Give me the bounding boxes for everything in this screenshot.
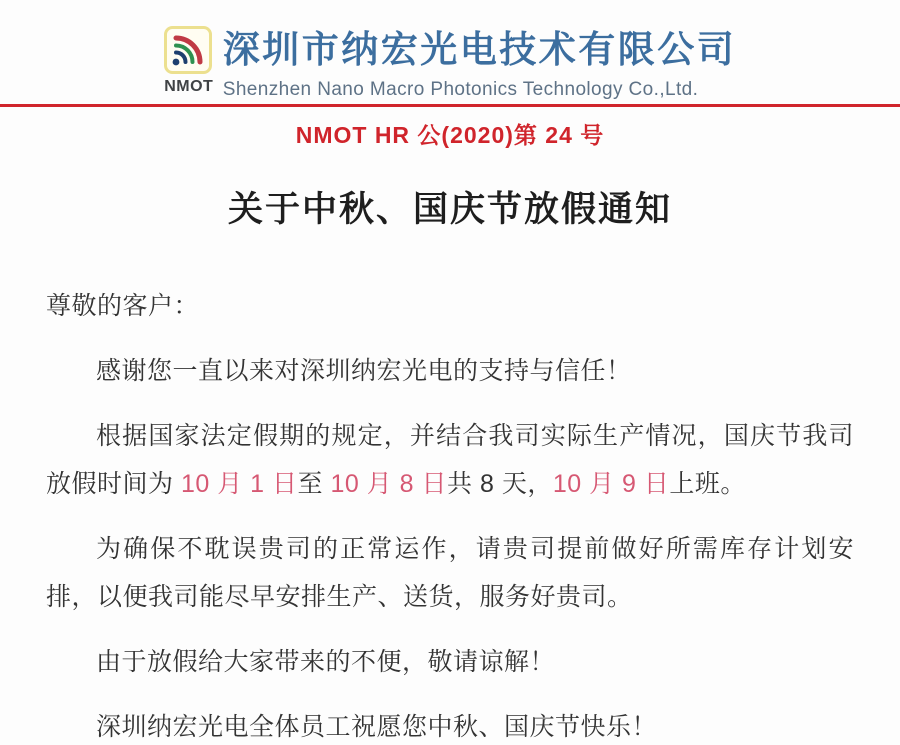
logo-wordmark: NMOT <box>164 78 214 95</box>
holiday-text-to: 至 <box>297 470 331 498</box>
paragraph-thanks: 感谢您一直以来对深圳纳宏光电的支持与信任！ <box>96 357 632 385</box>
company-name-chinese: 深圳市纳宏光电技术有限公司 <box>222 29 737 70</box>
holiday-text-lead: 根据国家法定假期的规定，并结合我司实际生产情况，国庆节我司放假时间为 <box>46 422 854 498</box>
return-to-work-date: 10 月 9 日 <box>552 470 670 498</box>
paragraph-preparation: 为确保不耽误贵司的正常运作，请贵司提前做好所需库存计划安排，以便我司能尽早安排生产、送货，服务好贵司。 <box>46 535 854 611</box>
document-number: NMOT HR 公(2020)第 24 号 <box>295 122 605 148</box>
notice-body <box>0 282 900 745</box>
company-name-english: Shenzhen Nano Macro Photonics Technology Co.,Ltd. <box>222 79 699 100</box>
holiday-text-duration: 共 8 天， <box>447 470 553 498</box>
holiday-text-tail: 上班。 <box>669 470 746 498</box>
paragraph-wishes: 深圳纳宏光电全体员工祝愿您中秋、国庆节快乐！ <box>96 713 658 741</box>
company-brand <box>0 26 900 102</box>
paragraph-holiday-schedule <box>46 412 854 508</box>
holiday-end-date: 10 月 8 日 <box>330 470 448 498</box>
company-names <box>223 26 737 102</box>
salutation: 尊敬的客户： <box>46 292 200 320</box>
notice-title: 关于中秋、国庆节放假通知 <box>227 190 672 229</box>
paragraph-apology: 由于放假给大家带来的不便，敬请谅解！ <box>96 648 556 676</box>
nmot-signal-arcs-icon <box>164 26 212 74</box>
logo-block <box>164 26 214 96</box>
holiday-start-date: 10 月 1 日 <box>180 470 298 498</box>
header-divider-line <box>0 104 900 107</box>
letterhead <box>0 0 900 150</box>
